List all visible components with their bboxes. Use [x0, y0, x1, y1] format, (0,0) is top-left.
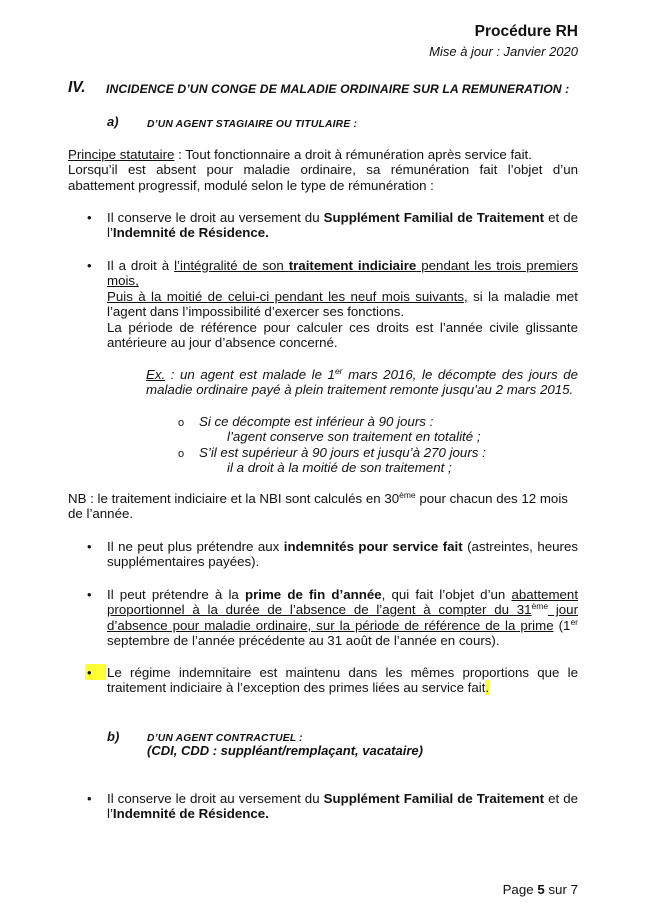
bullet-traitement-indiciaire	[107, 258, 578, 350]
bullet4-pre: Il peut prétendre à la	[107, 587, 245, 602]
bullet-icon: •	[87, 665, 92, 680]
example-paragraph	[146, 367, 578, 398]
bullet3-pre: Il ne peut plus prétendre aux	[107, 539, 284, 554]
bullet4-bold: prime de fin d’année	[244, 587, 382, 602]
bullet4-sup2: er	[570, 616, 578, 627]
footer-total-pages: 7	[570, 882, 578, 897]
subsection-a-letter: a)	[107, 114, 119, 129]
bullet2-pre: Il a droit à	[107, 258, 175, 273]
sub-bullet-2-line1: S’il est supérieur à 90 jours et jusqu’à 270 jours :	[199, 445, 486, 460]
example-sup: er	[334, 366, 343, 376]
subsection-a-title: D’UN AGENT STAGIAIRE OU TITULAIRE :	[147, 119, 358, 130]
nb-text-a: NB : le traitement indiciaire et la NBI sont calculés en 30	[68, 491, 400, 506]
bullet5-end-highlight: .	[485, 680, 490, 696]
example-text-b: mars 2016, le décompte des jours de maladie ordinaire payé à plein traitement remonte jusqu’au 2 mars 2015.	[146, 367, 578, 398]
bullet-regime-indemnitaire	[107, 665, 578, 696]
sub-bullet-1-line1: Si ce décompte est inférieur à 90 jours :	[199, 414, 434, 429]
circle-bullet-icon: o	[178, 417, 185, 429]
sub-bullet-90-270	[199, 445, 486, 476]
bullet2-rest: si la maladie met l’agent dans l’impossibilité d’exercer ses fonctions.	[107, 288, 578, 320]
subsection-b-subtitle: (CDI, CDD : suppléant/remplaçant, vacataire)	[147, 743, 423, 758]
bullet1-sft: Supplément Familial de Traitement	[323, 210, 545, 225]
sub-bullet-2-line2: il a droit à la moitié de son traitement ;	[227, 460, 452, 476]
bullet6-sft: Supplément Familial de Traitement	[323, 791, 545, 806]
bullet-icon: •	[87, 587, 92, 602]
bullet2-u3: Puis à la moitié de celui-ci pendant les neuf mois suivants,	[107, 288, 468, 304]
sub-bullet-1-line2: l’agent conserve son traitement en totalité ;	[227, 429, 481, 445]
bullet1-pre: Il conserve le droit au versement du	[107, 210, 324, 225]
page-number	[503, 882, 578, 897]
bullet-prime-fin-annee	[107, 587, 578, 649]
footer-pre: Page	[502, 882, 538, 897]
sub-bullet-under-90	[199, 414, 481, 445]
bullet-icon: •	[87, 210, 92, 225]
bullet5-text: Le régime indemnitaire est maintenu dans les mêmes proportions que le traitement indiciaire à l’exception des primes liées au service fait	[107, 665, 578, 696]
bullet-icon: •	[87, 791, 92, 806]
example-text-a: : un agent est malade le 1	[165, 367, 335, 382]
bullet4-rest-b: septembre de l’année précédente au 31 août de l’année en cours).	[107, 633, 500, 649]
nb-sup: ème	[399, 490, 416, 500]
bullet6-pre: Il conserve le droit au versement du	[107, 791, 324, 806]
bullet4-mid: , qui fait l’objet d’un	[381, 587, 512, 602]
bullet3-rest: (astreintes, heures supplémentaires payées).	[107, 539, 578, 570]
example-label: Ex.	[146, 367, 166, 382]
bullet1-mid: et de l’	[107, 210, 578, 241]
principle-paragraph	[68, 147, 578, 193]
bullet2-traitement: traitement indiciaire	[288, 258, 417, 273]
bullet3-bold: indemnités pour service fait	[283, 539, 463, 554]
bullet2-reference: La période de référence pour calculer ces droits est l’année civile glissante antérieure au jour d’absence concerné.	[107, 319, 578, 351]
principle-line1: : Tout fonctionnaire a droit à rémunération après service fait.	[174, 147, 532, 162]
bullet-icon: •	[87, 539, 92, 554]
subsection-b-letter: b)	[107, 729, 120, 744]
principle-body: Lorsqu’il est absent pour maladie ordinaire, sa rémunération fait l’objet d’un abattement progressif, modulé selon le type de rémunération :	[68, 162, 578, 193]
subsection-b-title: D’UN AGENT CONTRACTUEL :	[147, 733, 303, 744]
section-number: IV.	[68, 79, 86, 96]
bullet4-rest-a: (1	[553, 617, 571, 633]
footer-mid: sur	[544, 882, 571, 897]
bullet-sft-residence	[107, 210, 578, 241]
bullet4-u1: abattement proportionnel à la durée de l’absence de l’agent à compter du 31	[107, 587, 579, 618]
bullet4-u2: jour d’absence pour maladie ordinaire, sur la période de référence de la prime	[107, 602, 578, 633]
circle-bullet-icon: o	[178, 448, 185, 460]
nb-text-b: pour chacun des 12 mois de l’année.	[68, 491, 568, 522]
bullet4-sup1: ème	[531, 601, 549, 612]
footer-current-page: 5	[537, 882, 545, 897]
document-update-date: Mise à jour : Janvier 2020	[429, 44, 578, 59]
bullet-contractuel-sft-residence	[107, 791, 578, 822]
bullet-indemnites-service-fait	[107, 539, 578, 570]
nb-paragraph	[68, 491, 568, 522]
section-title: INCIDENCE D’UN CONGE DE MALADIE ORDINAIRE SUR LA REMUNERATION :	[106, 82, 570, 96]
bullet6-residence: Indemnité de Résidence.	[112, 806, 269, 822]
bullet2-u2: pendant les trois premiers mois,	[107, 258, 578, 289]
document-header-title: Procédure RH	[474, 23, 578, 40]
bullet6-mid: et de l’	[107, 791, 578, 822]
bullet2-u1: l’intégralité de son	[174, 258, 289, 273]
principle-label: Principe statutaire	[68, 147, 175, 162]
bullet-icon: •	[87, 258, 92, 273]
bullet1-residence: Indemnité de Résidence.	[112, 225, 269, 241]
